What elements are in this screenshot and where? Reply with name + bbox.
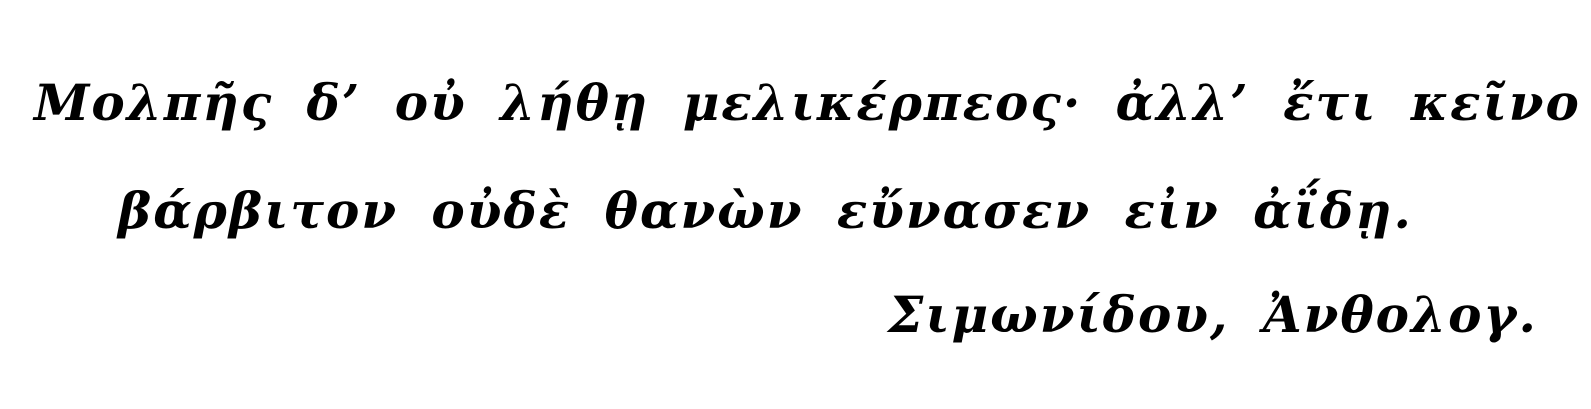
- epigram-line-2: βάρβιτον οὐδὲ θανὼν εὔνασεν εἰν ἀΐδῃ.: [118, 181, 1413, 240]
- epigram-attribution: Σιμωνίδου, Ἀνθολογ.: [888, 285, 1538, 344]
- epigram-line-1: Μολπῆς δ’ οὐ λήθῃ μελικέρπεος· ἀλλ’ ἔτι κεῖνο: [34, 73, 1581, 132]
